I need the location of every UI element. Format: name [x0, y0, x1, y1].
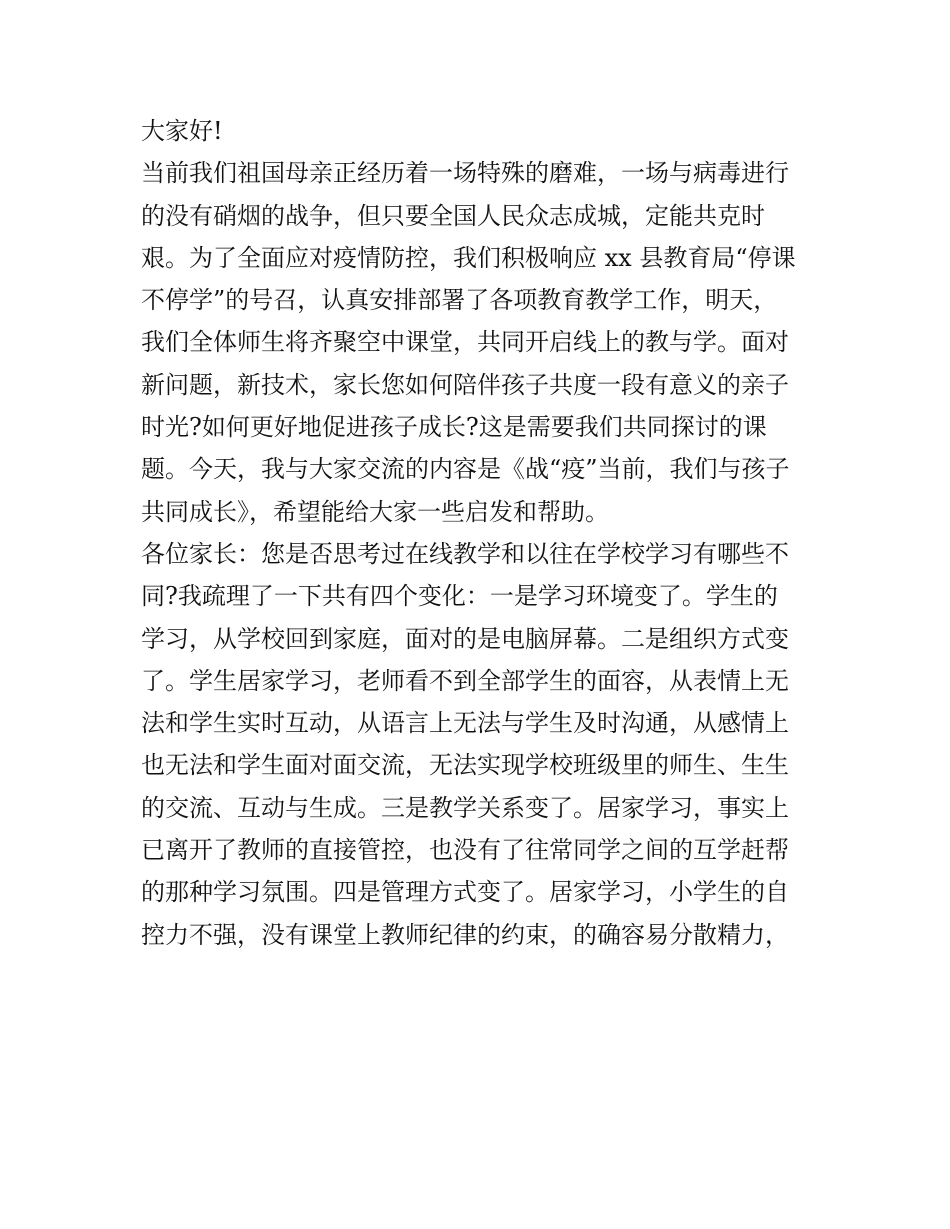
text-line-11: 各位家长：您是否思考过在线教学和以往在学校学习有哪些不 — [141, 539, 789, 568]
text-line-14: 了。学生居家学习，老师看不到全部学生的面容，从表情上无 — [141, 666, 789, 695]
text-line-17: 的交流、互动与生成。三是教学关系变了。居家学习，事实上 — [141, 793, 789, 822]
text-line-2: 当前我们祖国母亲正经历着一场特殊的磨难，一场与病毒进行 — [141, 159, 789, 188]
text-line-10: 共同成长》，希望能给大家一些启发和帮助。 — [141, 497, 609, 526]
document-body — [141, 110, 821, 956]
text-line-19: 的那种学习氛围。四是管理方式变了。居家学习，小学生的自 — [141, 878, 789, 907]
text-line-20: 控力不强，没有课堂上教师纪律的约束，的确容易分散精力， — [141, 920, 789, 949]
text-line-12: 同?我疏理了一下共有四个变化：一是学习环境变了。学生的 — [141, 582, 778, 611]
text-line-18: 已离开了教师的直接管控，也没有了往常同学之间的互学赶帮 — [141, 836, 789, 865]
text-line-4: 艰。为了全面应对疫情防控，我们积极响应 xx 县教育局“停课 — [141, 243, 796, 272]
text-line-15: 法和学生实时互动，从语言上无法与学生及时沟通，从感情上 — [141, 709, 789, 738]
text-line-1: 大家好! — [141, 117, 223, 145]
text-line-16: 也无法和学生面对面交流，无法实现学校班级里的师生、生生 — [141, 751, 789, 780]
text-line-13: 学习，从学校回到家庭，面对的是电脑屏幕。二是组织方式变 — [141, 624, 789, 653]
text-line-9: 题。今天，我与大家交流的内容是《战“疫”当前，我们与孩子 — [141, 455, 790, 484]
text-line-5: 不停学”的号召，认真安排部署了各项教育教学工作，明天， — [141, 286, 778, 315]
text-line-7: 新问题，新技术，家长您如何陪伴孩子共度一段有意义的亲子 — [141, 370, 789, 399]
text-line-8: 时光?如何更好地促进孩子成长?这是需要我们共同探讨的课 — [141, 413, 767, 442]
text-line-3: 的没有硝烟的战争，但只要全国人民众志成城，定能共克时 — [141, 201, 765, 230]
text-line-6: 我们全体师生将齐聚空中课堂，共同开启线上的教与学。面对 — [141, 328, 789, 357]
